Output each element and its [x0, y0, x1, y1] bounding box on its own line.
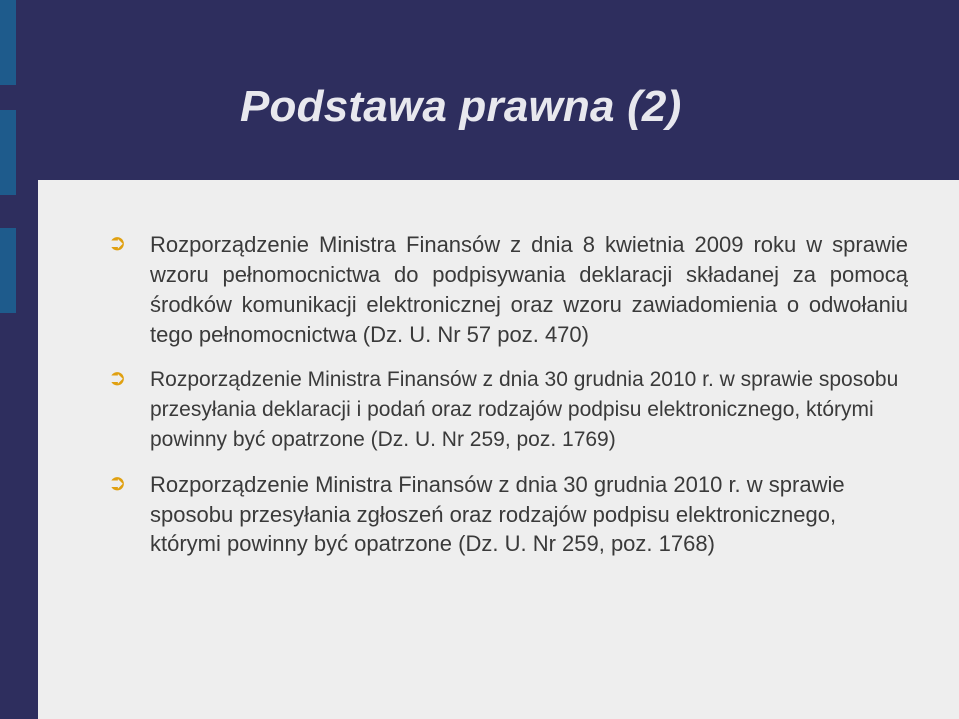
strip-block	[0, 0, 16, 85]
bullet-list	[108, 230, 908, 574]
bullet-item	[108, 365, 908, 455]
bullet-item	[108, 230, 908, 350]
bullet-item	[108, 470, 908, 559]
bullet-text: Rozporządzenie Ministra Finansów z dnia 30 grudnia 2010 r. w sprawie sposobu przesyłania deklaracji i podań oraz rodzajów podpisu elektronicznego, którymi powinny być opatrzone (Dz. U. Nr 259, poz. 1769)	[150, 368, 899, 451]
left-decorative-strip	[0, 0, 38, 719]
slide-content	[38, 180, 959, 719]
arrow-bullet-icon: ➲	[108, 231, 127, 256]
slide-title: Podstawa prawna (2)	[240, 82, 682, 131]
strip-block	[0, 228, 16, 313]
strip-block	[0, 110, 16, 195]
arrow-bullet-icon: ➲	[108, 366, 127, 391]
arrow-bullet-icon: ➲	[108, 471, 127, 496]
bullet-text: Rozporządzenie Ministra Finansów z dnia 8 kwietnia 2009 roku w sprawie wzoru pełnomocnictwa do podpisywania deklaracji składanej za pomocą środków komunikacji elektronicznej oraz wzoru zawiadomienia o odwołaniu tego pełnomocnictwa (Dz. U. Nr 57 poz. 470)	[150, 232, 908, 347]
bullet-text: Rozporządzenie Ministra Finansów z dnia 30 grudnia 2010 r. w sprawie sposobu przesyłania zgłoszeń oraz rodzajów podpisu elektronicznego, którymi powinny być opatrzone (Dz. U. Nr 259, poz. 1768)	[150, 472, 845, 556]
